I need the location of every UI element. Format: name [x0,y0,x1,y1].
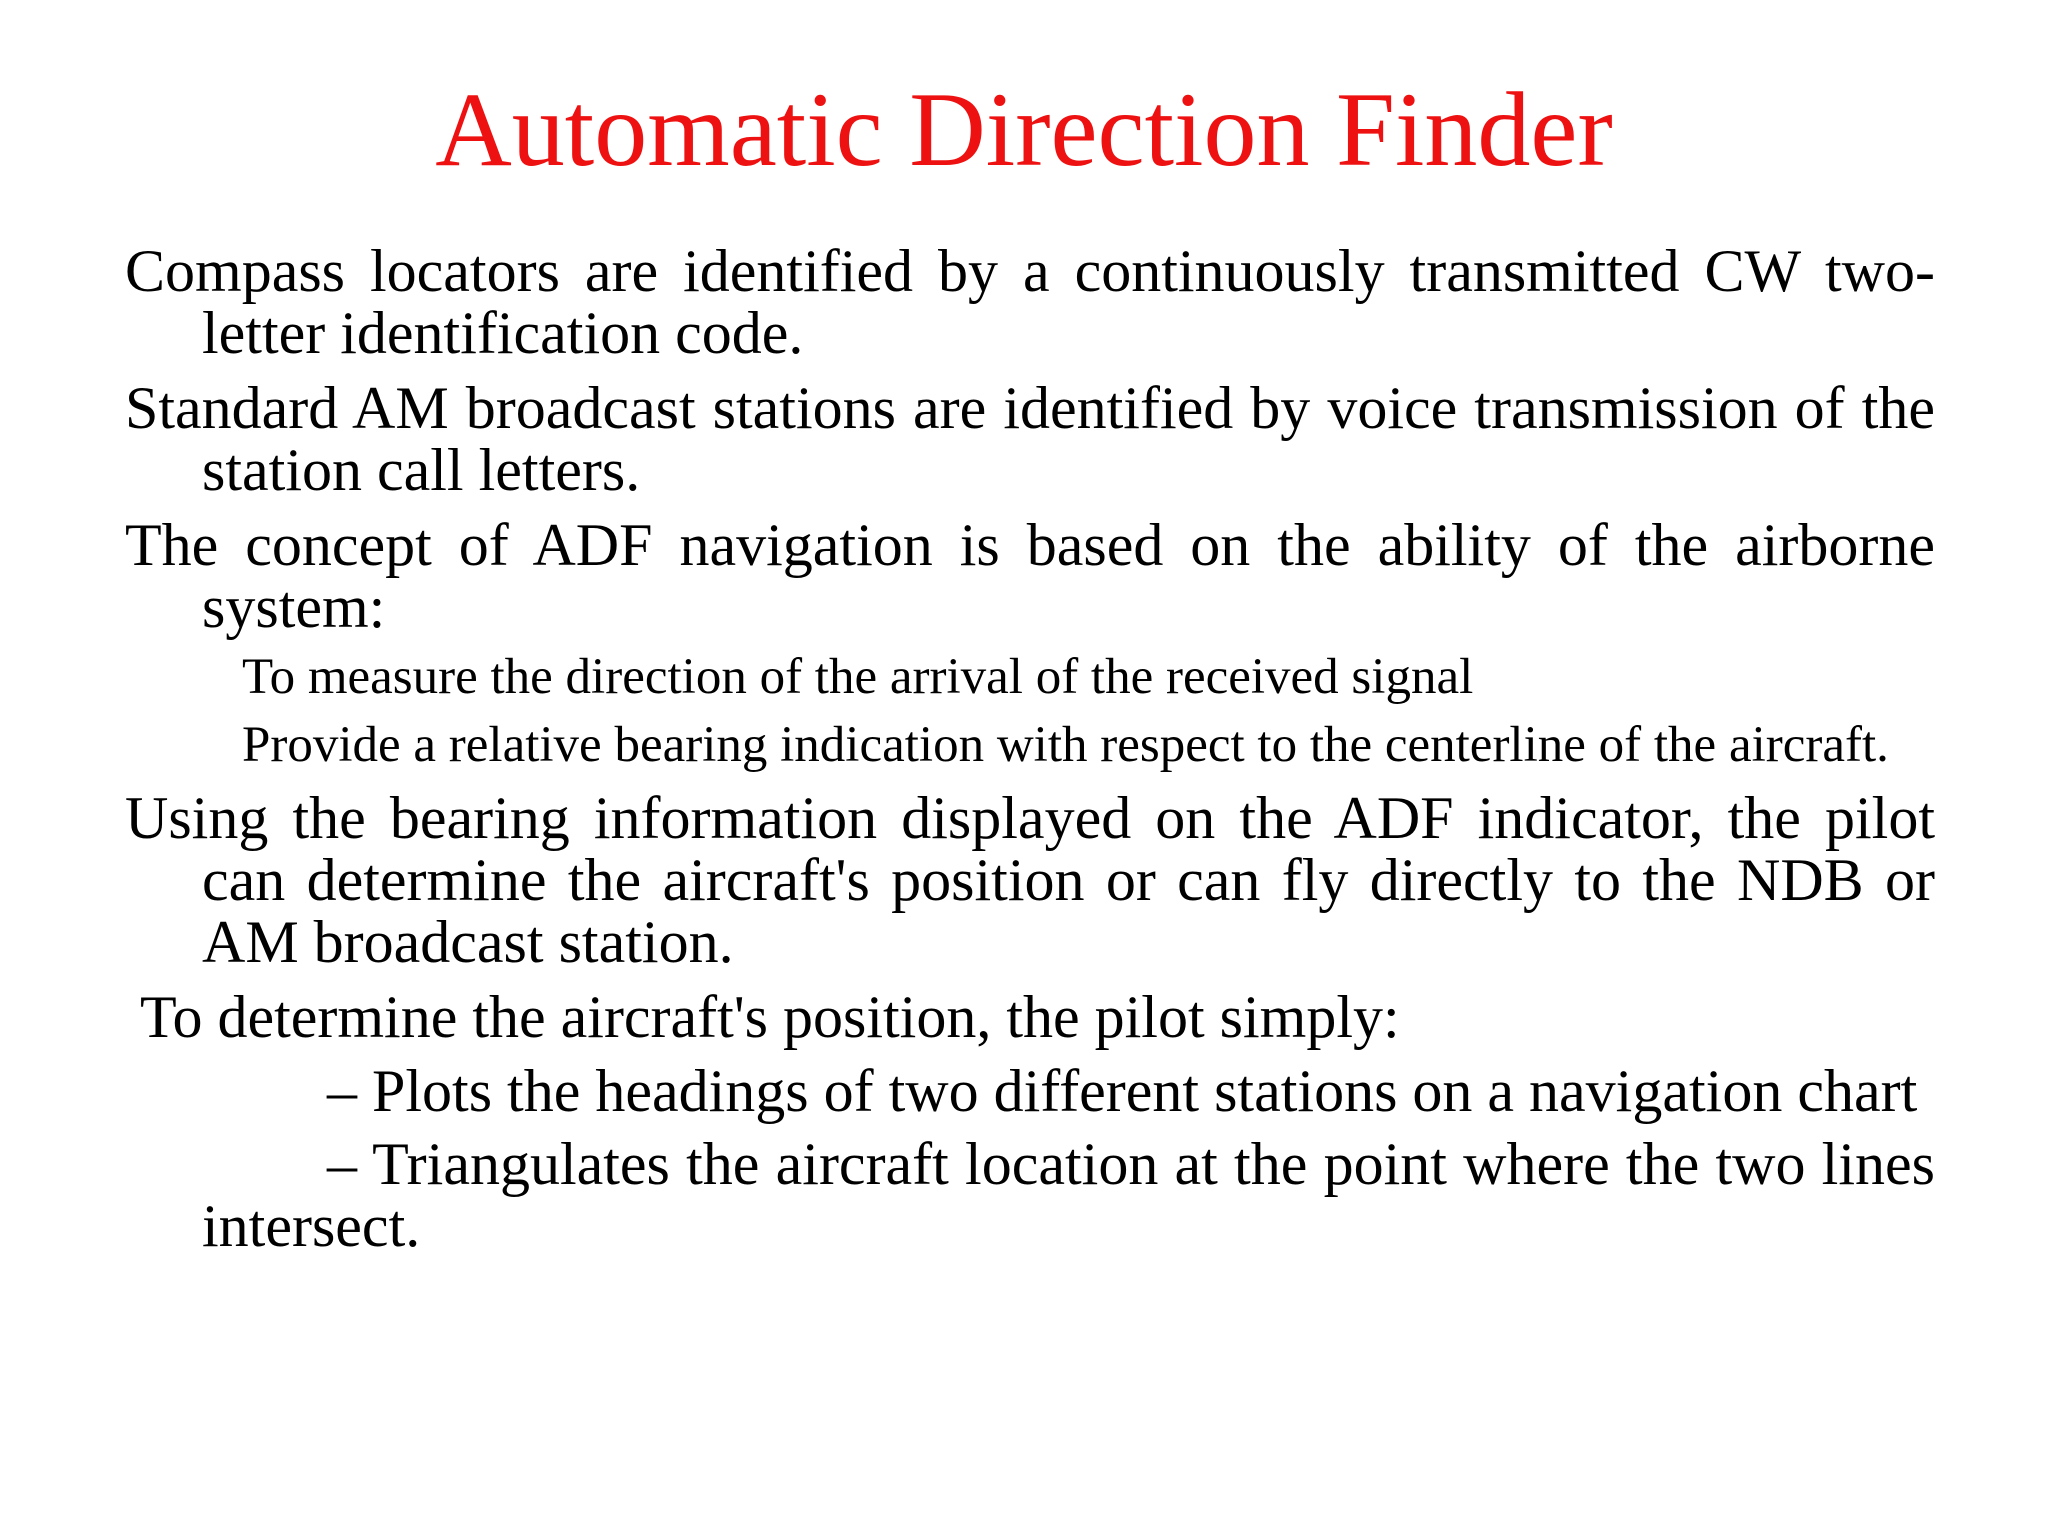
paragraph-bearing-information: Using the bearing information displayed on the ADF indicator, the pilot can determine the aircraft's position or can fly directly to the NDB or AM broadcast station. [125,785,1935,975]
paragraph-am-broadcast: Standard AM broadcast stations are identified by voice transmission of the station call letters. [125,375,1935,503]
paragraph-compass-locators: Compass locators are identified by a continuously transmitted CW two-letter identification code. [125,238,1935,366]
sub-item-measure-direction: To measure the direction of the arrival of the received signal [242,649,1474,705]
slide-title: Automatic Direction Finder [435,71,1613,188]
dash-item-plots-headings: – Plots the headings of two different stations on a navigation chart [327,1058,1918,1124]
sub-item-relative-bearing: Provide a relative bearing indication with respect to the centerline of the aircraft. [242,717,1889,773]
paragraph-determine-position: To determine the aircraft's position, the pilot simply: [140,984,1400,1050]
paragraph-adf-concept: The concept of ADF navigation is based on the ability of the airborne system: [125,512,1935,640]
slide-body [125,240,1935,1268]
dash-item-triangulates: – Triangulates the aircraft location at the point where the two lines intersect. [202,1131,1935,1259]
